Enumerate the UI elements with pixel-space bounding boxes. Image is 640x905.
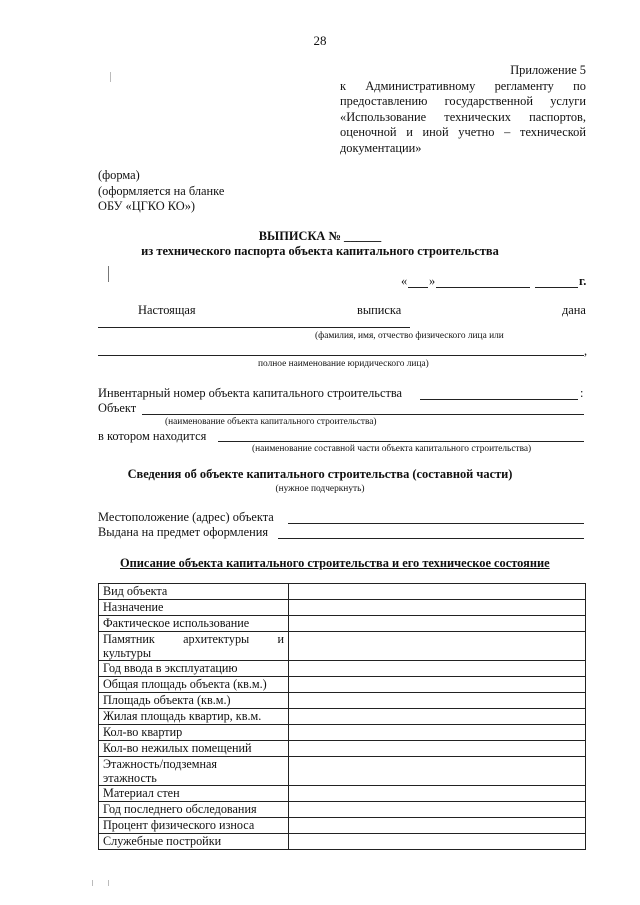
- object-field[interactable]: [142, 414, 584, 415]
- scan-speck: [108, 266, 109, 282]
- row-value[interactable]: [289, 616, 586, 632]
- form-note: [98, 168, 224, 215]
- row-label-cont: этажность: [103, 771, 157, 785]
- document-title: ВЫПИСКА № ______: [258, 229, 382, 243]
- appendix-title: Приложение 5: [510, 63, 586, 77]
- address-label: Местоположение (адрес) объекта: [98, 510, 274, 524]
- table-row: [99, 834, 586, 850]
- table-row: [99, 709, 586, 725]
- table-row: [99, 584, 586, 600]
- row-value[interactable]: [289, 677, 586, 693]
- date-quote-open: «: [401, 274, 408, 288]
- row-label: Общая площадь объекта (кв.м.): [99, 677, 289, 693]
- row-label: Фактическое использование: [99, 616, 289, 632]
- row-label: Год ввода в эксплуатацию: [99, 661, 289, 677]
- object-label: Объект: [98, 401, 137, 415]
- row-label: Кол-во квартир: [99, 725, 289, 741]
- recipient-hint-2: полное наименование юридического лица): [258, 359, 429, 369]
- row-label: Год последнего обследования: [99, 802, 289, 818]
- recipient-field-2[interactable]: [98, 355, 584, 356]
- row-label: Материал стен: [99, 786, 289, 802]
- issued-label: Выдана на предмет оформления: [98, 525, 269, 539]
- row-value[interactable]: [289, 741, 586, 757]
- form-note-line: (оформляется на бланке: [98, 183, 225, 198]
- description-title: Описание объекта капитального строительства и его техническое состояние: [120, 556, 550, 570]
- table-row: [99, 725, 586, 741]
- appendix-line: к Административному регламенту по: [340, 78, 586, 93]
- scan-speck: [92, 880, 93, 886]
- appendix-line: предоставлению государственной услуги: [340, 94, 586, 108]
- table-row: [99, 600, 586, 616]
- row-label: Этажность/подземная: [103, 757, 218, 771]
- date-quote-close: »: [429, 274, 436, 288]
- row-label: Процент физического износа: [99, 818, 289, 834]
- date-year-field[interactable]: [535, 287, 578, 288]
- row-value[interactable]: [289, 584, 586, 600]
- row-value[interactable]: [289, 600, 586, 616]
- row-value[interactable]: [289, 661, 586, 677]
- row-label: Памятник архитектуры и: [103, 632, 284, 646]
- intro-word: выписка: [357, 303, 402, 317]
- table-row: [99, 632, 586, 661]
- row-label-multiline: [99, 632, 289, 661]
- colon: :: [580, 386, 584, 400]
- inventory-label: Инвентарный номер объекта капитального строительства: [98, 386, 403, 400]
- address-field[interactable]: [288, 523, 584, 524]
- inventory-field[interactable]: [420, 399, 578, 400]
- row-label-cont: культуры: [103, 646, 152, 660]
- intro-word: Настоящая: [138, 303, 196, 317]
- table-row: [99, 616, 586, 632]
- date-suffix: г.: [579, 274, 587, 288]
- appendix-line: «Использование технических паспортов,: [340, 109, 586, 124]
- section-title: Сведения об объекте капитального строительства (составной части): [127, 467, 513, 481]
- row-value[interactable]: [289, 693, 586, 709]
- row-value[interactable]: [289, 818, 586, 834]
- form-note-line: ОБУ «ЦГКО КО»): [98, 199, 196, 213]
- scan-speck: [108, 880, 109, 886]
- table-row: [99, 661, 586, 677]
- date-month-field[interactable]: [436, 287, 530, 288]
- row-value[interactable]: [289, 725, 586, 741]
- appendix-line: оценочной и иной учетно – технической: [340, 125, 586, 139]
- row-label-multiline: [99, 757, 289, 786]
- intro-word: дана: [562, 303, 586, 317]
- table-row: [99, 677, 586, 693]
- row-value[interactable]: [289, 786, 586, 802]
- row-label: Площадь объекта (кв.м.): [99, 693, 289, 709]
- row-label: Кол-во нежилых помещений: [99, 741, 289, 757]
- appendix-line: документации»: [340, 140, 422, 155]
- row-label: Вид объекта: [99, 584, 289, 600]
- appendix-block: [340, 63, 586, 156]
- date-day-field[interactable]: [408, 287, 428, 288]
- object-hint: (наименование объекта капитального строительства): [165, 417, 377, 427]
- table-row: [99, 741, 586, 757]
- table-row: [99, 818, 586, 834]
- comma: ,: [584, 344, 588, 358]
- row-label: Назначение: [99, 600, 289, 616]
- section-hint: (нужное подчеркнуть): [275, 484, 365, 494]
- row-value[interactable]: [289, 632, 586, 661]
- table-row: [99, 802, 586, 818]
- issued-field[interactable]: [278, 538, 584, 539]
- location-field[interactable]: [218, 441, 584, 442]
- row-value[interactable]: [289, 802, 586, 818]
- location-label: в котором находится: [98, 429, 207, 443]
- form-note-line: (форма): [98, 168, 140, 182]
- row-value[interactable]: [289, 757, 586, 786]
- row-label: Служебные постройки: [99, 834, 289, 850]
- scan-speck: [110, 72, 111, 82]
- recipient-hint: (фамилия, имя, отчество физического лица или: [315, 331, 504, 341]
- location-hint: (наименование составной части объекта капитального строительства): [252, 444, 532, 454]
- row-value[interactable]: [289, 709, 586, 725]
- row-label: Жилая площадь квартир, кв.м.: [99, 709, 289, 725]
- row-value[interactable]: [289, 834, 586, 850]
- description-table: [98, 583, 586, 850]
- recipient-field[interactable]: [98, 327, 410, 328]
- page-number: 28: [313, 33, 327, 48]
- table-row: [99, 757, 586, 786]
- table-row: [99, 693, 586, 709]
- table-row: [99, 786, 586, 802]
- document-subtitle: из технического паспорта объекта капитального строительства: [141, 244, 499, 258]
